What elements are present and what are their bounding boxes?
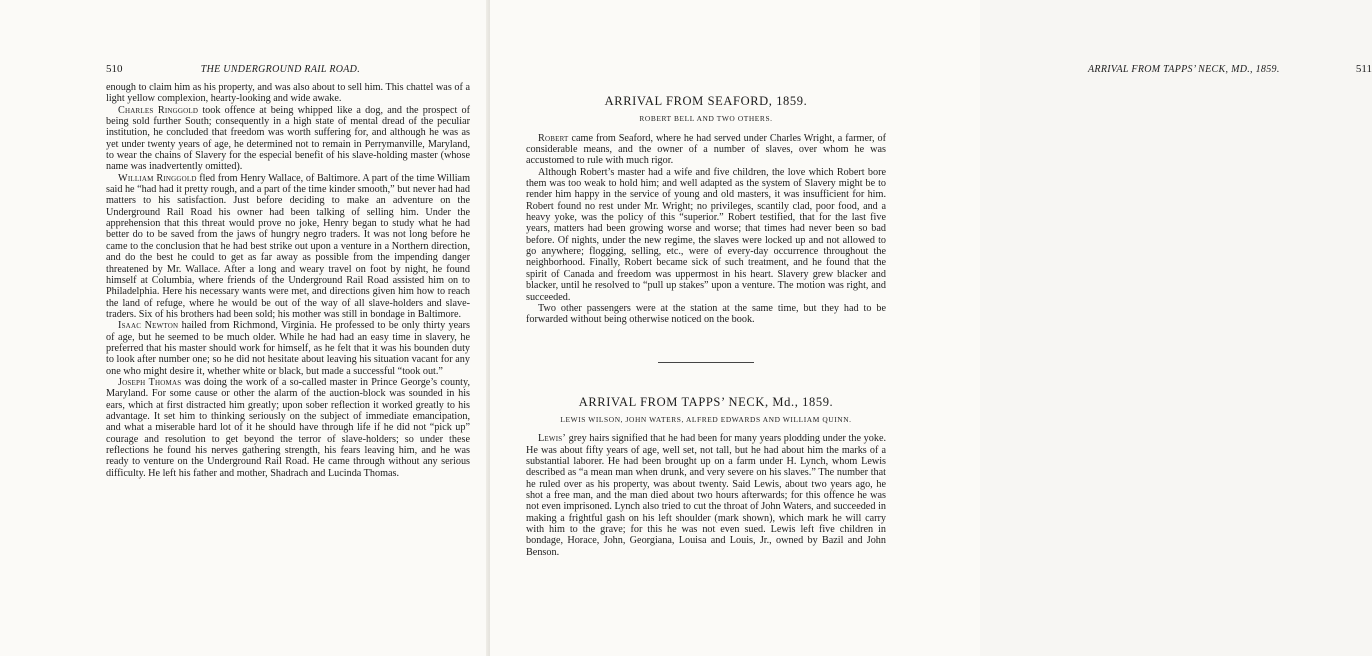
paragraph-lewis bbox=[526, 433, 886, 558]
paragraph-text: was doing the work of a so-called master in Prince George’s county, Maryland. For some cause or other the alarm of the auction-block was sounded in his ears, which at first distracted him greatly; upon sober reflection it worked greatly to his advantage. It set him to thinking seriously on the subject of immediate emancipation, and what a miserable hard lot of it he should have through life if he did not “pick up” courage and resolution to get beyond the terror of slave-holders; so under these reflections he found his nerves gathering strength, his fears leaving him, and he was ready to venture on the Underground Rail Road. He came through without any serious difficulty. He left his father and mother, Shadrach and Lucinda Thomas. bbox=[106, 376, 470, 479]
paragraph-text: fled from Henry Wallace, of Baltimore. A part of the time William said he “had had it pretty rough, and a part of the time kinder smooth,” but never had had matters to his satisfaction. Just before deciding to make an adventure on the Underground Rail Road his owner had been talking of selling him. Under the apprehension that this threat would prove no joke, Henry began to study what he had better do to be saved from the jaws of hungry negro traders. It was not long before he came to the conclusion that he had best strike out upon a venture in a Northern direction, and do the best he could to get as far away as possible from the impending danger threatened by Mr. Wallace. After a long and weary travel on foot by night, he found himself at Columbia, where friends of the Underground Rail Road assisted him on to Philadelphia. Here his necessary wants were met, and directions given him how to reach the land of refuge, where he would be out of the way of all slave-holders and slave-traders. Six of his brothers had been sold; his mother was still in bondage in Baltimore. bbox=[106, 172, 470, 320]
paragraph-continuation bbox=[106, 82, 470, 105]
paragraph-joseph-thomas bbox=[106, 377, 470, 479]
right-page-number: 511 bbox=[1355, 63, 1372, 75]
person-name: Charles Ringgold bbox=[118, 104, 199, 116]
left-page-number: 510 bbox=[106, 63, 123, 75]
person-name: Joseph Thomas bbox=[118, 376, 182, 388]
section-divider bbox=[658, 362, 754, 363]
right-text-column bbox=[526, 96, 886, 558]
paragraph-other-passengers bbox=[526, 303, 886, 326]
paragraph-robert bbox=[526, 133, 886, 167]
person-name: Lewis’ bbox=[538, 433, 566, 445]
paragraph-text: enough to claim him as his property, and was also about to sell him. This chattel was of a light yellow complexion, hearty-looking and wide awake. bbox=[106, 82, 470, 105]
section-heading-tapps-neck: ARRIVAL FROM TAPPS’ NECK, Md., 1859. bbox=[578, 394, 834, 409]
person-name: William Ringgold bbox=[118, 172, 197, 184]
right-running-head: ARRIVAL FROM TAPPS’ NECK, MD., 1859. bbox=[1088, 64, 1280, 75]
person-name: Isaac Newton bbox=[118, 320, 179, 332]
paragraph-text: grey hairs signified that he had been for many years plodding under the yoke. He was about fifty years of age, well set, not tall, but he had about him the marks of a substantial laborer. He had been brought up on a farm under H. Lynch, whom Lewis described as “a mean man when drunk, and very severe on his slaves.” The number that he ruled over as his property, was about twenty. Said Lewis, about two years ago, he shot a free man, and the man died about two hours afterwards; for this offence he was not even imprisoned. Lynch also tried to cut the throat of John Waters, and succeeded in making a frightful gash on his left shoulder (mark shown), which mark he will carry with him to the grave; for this he was not even sued. Lewis left five children in bondage, Horace, John, Georgiana, Louisa and Louis, Jr., owned by Bazil and John Benson. bbox=[526, 433, 887, 558]
left-text-column bbox=[106, 82, 470, 479]
paragraph-charles-ringgold bbox=[106, 105, 470, 173]
section-heading-seaford: ARRIVAL FROM SEAFORD, 1859. bbox=[604, 94, 808, 108]
paragraph-text: took offence at being whipped like a dog, and the prospect of being sold further South; consequently in a high state of mental dread of the peculiar institution, he concluded that freedom was worth suffering for, and although he was as yet under twenty years of age, he determined not to remain in Perrymanville, Maryland, to wear the chains of Slavery for the especial benefit of his slave-holding master (whose name was inadvertently omitted). bbox=[106, 104, 470, 173]
person-name: Robert bbox=[538, 132, 569, 144]
right-page-header bbox=[1088, 63, 1372, 75]
paragraph-text: Although Robert’s master had a wife and five children, the love which Robert bore them was too weak to hold him; and well adapted as the system of Slavery might be to render him happy in the service of young and old masters, it was insufficient for him. Robert found no rest under Mr. Wright; no privileges, scantily clad, poor food, and a heavy yoke, was the policy of this “superior.” Robert testified, that for the last five years, matters had been growing worse and worse; that times had never been so bad before. Of nights, under the new regime, the slaves were locked up and not allowed to go anywhere; flogging, selling, etc., were of every-day occurrence throughout the neighborhood. Finally, Robert became sick of such treatment, and he found that the spirit of Canada and freedom was uppermost in his heart. Slavery grew blacker and blacker, until he resolved to “pull up stakes” upon a venture. The motion was right, and succeeded. bbox=[526, 166, 886, 303]
paragraph-robert-master bbox=[526, 167, 886, 303]
paragraph-william-ringgold bbox=[106, 173, 470, 320]
paragraph-text: Two other passengers were at the station at the same time, but they had to be forwarded without being otherwise noticed on the book. bbox=[526, 302, 886, 326]
section-subheading-tapps-neck: LEWIS WILSON, JOHN WATERS, ALFRED EDWARDS AND WILLIAM QUINN. bbox=[560, 414, 852, 424]
paragraph-text: came from Seaford, where he had served under Charles Wright, a farmer, of considerable means, and the owner of a number of slaves, over whom he was accustomed to rule with much rigor. bbox=[526, 132, 886, 167]
left-page-header bbox=[106, 63, 470, 75]
left-page bbox=[0, 0, 490, 656]
paragraph-isaac-newton bbox=[106, 320, 470, 377]
section-subheading-seaford: ROBERT BELL AND TWO OTHERS. bbox=[639, 114, 773, 124]
left-running-head: THE UNDERGROUND RAIL ROAD. bbox=[200, 64, 360, 75]
paragraph-text: hailed from Richmond, Virginia. He professed to be only thirty years of age, but he seemed to be much older. While he had had an easy time in slavery, he preferred that his master should work for himself, as he felt that it was his bounden duty to look after number one; so he did not hesitate about leaving his situation vacant for any one who might desire it, whether white or black, but made a successful “took out.” bbox=[106, 320, 471, 377]
